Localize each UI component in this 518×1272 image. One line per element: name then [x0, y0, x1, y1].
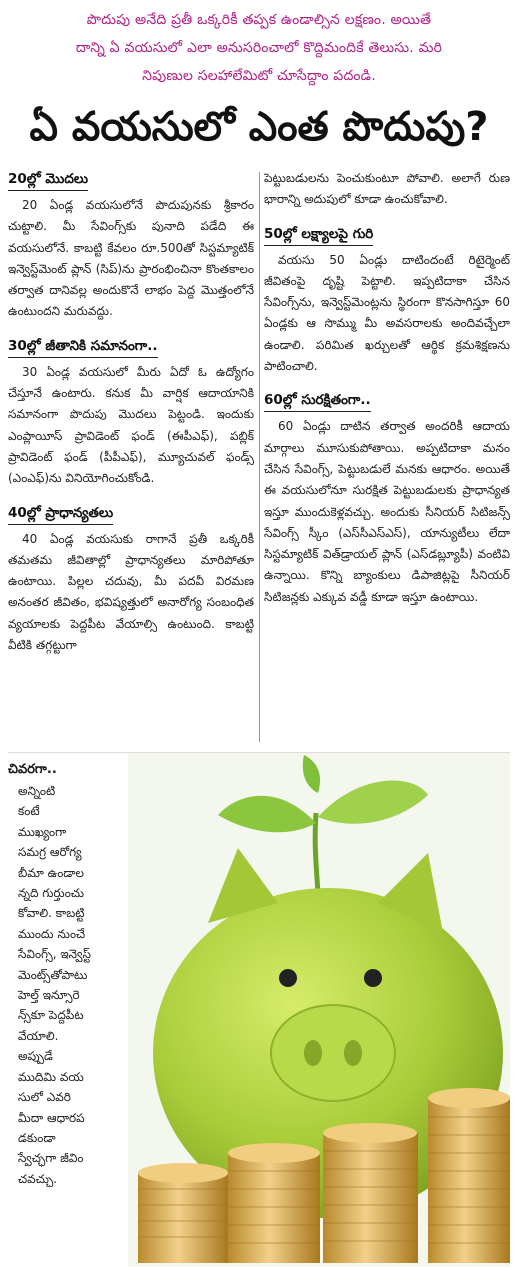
- closing-line: బీమా ఉండాల: [18, 865, 85, 880]
- column-divider: [259, 172, 260, 742]
- intro-line-2: దాన్ని ఏ వయసులో ఎలా అనుసరించాలో కొద్దిమందికే తెలుసు. మరి: [75, 40, 443, 56]
- closing-line: అన్నింటి: [18, 784, 56, 798]
- closing-line: ముదిమి వయ: [18, 1069, 84, 1084]
- closing-line: హెల్త్ ఇన్సూరె: [18, 988, 80, 1003]
- closing-line: మీదా ఆధారప: [18, 1110, 85, 1125]
- section-40s-body: 40 ఏండ్ల వయసుకు రాగానే ప్రతీ ఒక్కరికీ తమతమ జీవితాల్లో ప్రాధాన్యతలు మారిపోతూ ఉంటాయి. పిల్లల చదువు, మీ పదవీ విరమణ అనంతర జీవితం, భవిష్యత్తులో అనారోగ్య సంబంధిత వ్యయాలకు పెద్దపీట వేయాల్సి ఉంటుంది. కాబట్టి వీటికి తగ్గట్టుగా: [8, 531, 254, 653]
- section-50s-heading: 50ల్లో లక్ష్యాలపై గురి: [264, 223, 373, 246]
- intro-blurb: [0, 0, 518, 92]
- intro-line-1: పొదుపు అనేది ప్రతీ ఒక్కరికీ తప్పక ఉండాల్సిన లక్షణం. అయితే: [86, 12, 432, 28]
- headline: ఏ వయసులో ఎంత పొదుపు?: [29, 104, 489, 150]
- article-columns: [8, 168, 510, 750]
- closing-line: స్వేచ్ఛగా జీవిం: [18, 1151, 84, 1166]
- closing-line: న్నది గుర్తుంచు: [18, 886, 85, 901]
- section-20s-heading: 20ల్లో మొదలు: [8, 168, 88, 191]
- closing-title: చివరగా..: [8, 762, 57, 777]
- piggy-bank-svg: [128, 753, 510, 1267]
- section-20s-body: 20 ఏండ్ల వయసులోనే పొదుపునకు శ్రీకారం చుట్టాలి. మీ సేవింగ్స్‌కు పునాది పడేది ఈ వయసులోనే. కాబట్టి కేవలం రూ.500తో సిస్టమ్యాటిక్ ఇన్వెస్ట్‌మెంట్ ప్లాన్ (సిప్)ను ప్రారంభించినా కొంతకాలం తర్వాత దానివల్ల అందుకొనే లాభం పెద్ద మొత్తంలోనే ఉంటుందని మరువద్దు.: [8, 198, 254, 319]
- section-30s: [8, 335, 254, 490]
- section-60s: [264, 389, 510, 608]
- section-30s-body: 30 ఏండ్ల వయసులో మీరు ఏదో ఓ ఉద్యోగం చేస్తూనే ఉంటారు. కనుక మీ వార్షిక ఆదాయానికి సమానంగా పొదుపు మొదలు పెట్టండి. ఇందుకు ఎంప్లాయీస్ ప్రావిడెంట్ ఫండ్ (ఈపీఎఫ్), పబ్లిక్ ప్రావిడెంట్ ఫండ్ (పీపీఎఫ్), మ్యూచువల్ ఫండ్స్ (ఎంఎఫ్)ను వినియోగించుకోండి.: [8, 364, 254, 486]
- section-50s: [264, 223, 510, 378]
- section-40s-continued: [264, 168, 510, 211]
- piggy-bank-illustration: [128, 753, 510, 1267]
- right-column: [264, 168, 510, 750]
- section-20s: [8, 168, 254, 323]
- section-60s-body: 60 ఏండ్లు దాటిన తర్వాత అందరికీ ఆదాయ మార్గాలు మూసుకుపోతాయి. అప్పటిదాకా మనం చేసిన సేవింగ్స్, పెట్టుబడులే మనకు ఆధారం. అయితే ఈ వయసులోనూ సురక్షిత పెట్టుబడులకు ప్రాధాన్యత ఇస్తూ ముందుకెళ్లవచ్చు. అందుకు సీనియర్ సిటిజన్స్ సేవింగ్స్ స్కీం (ఎస్‌సీఎస్‌ఎస్), యాన్యుటీలు లేదా సిస్టమ్యాటిక్ విత్‌డ్రాయల్ ప్లాన్ (ఎస్‌డబ్ల్యూపీ) వంటివి ఉన్నాయి. కొన్ని బ్యాంకులు డిపాజిట్లపై సీనియర్ సిటిజన్లకు ఎక్కువ వడ్డీ కూడా ఇస్తూ ఉంటాయి.: [264, 419, 510, 604]
- closing-line: కంటే: [18, 804, 40, 819]
- section-40s-body-continued: పెట్టుబడులను పెంచుకుంటూ పోవాలి. అలాగే రుణ భారాన్ని అదుపులో కూడా ఉంచుకోవాలి.: [264, 171, 510, 207]
- intro-line-3: నిపుణుల సలహాలేమిటో చూసేద్దాం పదండి.: [142, 68, 376, 84]
- closing-box: [8, 752, 510, 1266]
- section-30s-heading: 30ల్లో జీతానికి సమానంగా..: [8, 335, 158, 358]
- closing-line: సులో ఎవరి: [18, 1090, 71, 1105]
- closing-body: [8, 781, 118, 1189]
- section-40s: [8, 502, 254, 657]
- closing-line: మెంట్స్‌తోపాటు: [18, 967, 88, 982]
- closing-line: చవచ్చు.: [18, 1171, 58, 1186]
- closing-line: ముందు నుంచే: [18, 926, 86, 941]
- closing-line: అప్పుడే: [18, 1049, 53, 1064]
- closing-line: సేవింగ్స్, ఇన్వెస్ట్: [18, 947, 91, 962]
- left-column: [8, 168, 254, 750]
- closing-line: న్స్‌కూ పెద్దపీట: [18, 1008, 84, 1023]
- closing-line: డకుండా: [18, 1130, 56, 1145]
- closing-note: [8, 759, 118, 1259]
- closing-line: ముఖ్యంగా: [18, 824, 67, 839]
- section-60s-heading: 60ల్లో సురక్షితంగా..: [264, 389, 371, 412]
- closing-line: సమగ్ర ఆరోగ్య: [18, 845, 82, 860]
- closing-line: కోవాలి. కాబట్టి: [18, 906, 85, 921]
- section-40s-heading: 40ల్లో ప్రాధాన్యతలు: [8, 502, 113, 525]
- closing-line: వేయాలి.: [18, 1028, 59, 1043]
- section-50s-body: వయసు 50 ఏండ్లు దాటిందంటే రిటైర్మెంట్ జీవితంపై దృష్టి పెట్టాలి. ఇప్పటిదాకా చేసిన సేవింగ్స్‌ను, ఇన్వెస్ట్‌మెంట్లను స్థిరంగా కొనసాగిస్తూ 60 ఏండ్లకు ఆ సొమ్ము మీ అవసరాలకు అందివచ్చేలా ఉండాలి. పరిమిత ఖర్చులతో ఆర్థిక క్రమశిక్షణను పాటించాలి.: [264, 252, 510, 374]
